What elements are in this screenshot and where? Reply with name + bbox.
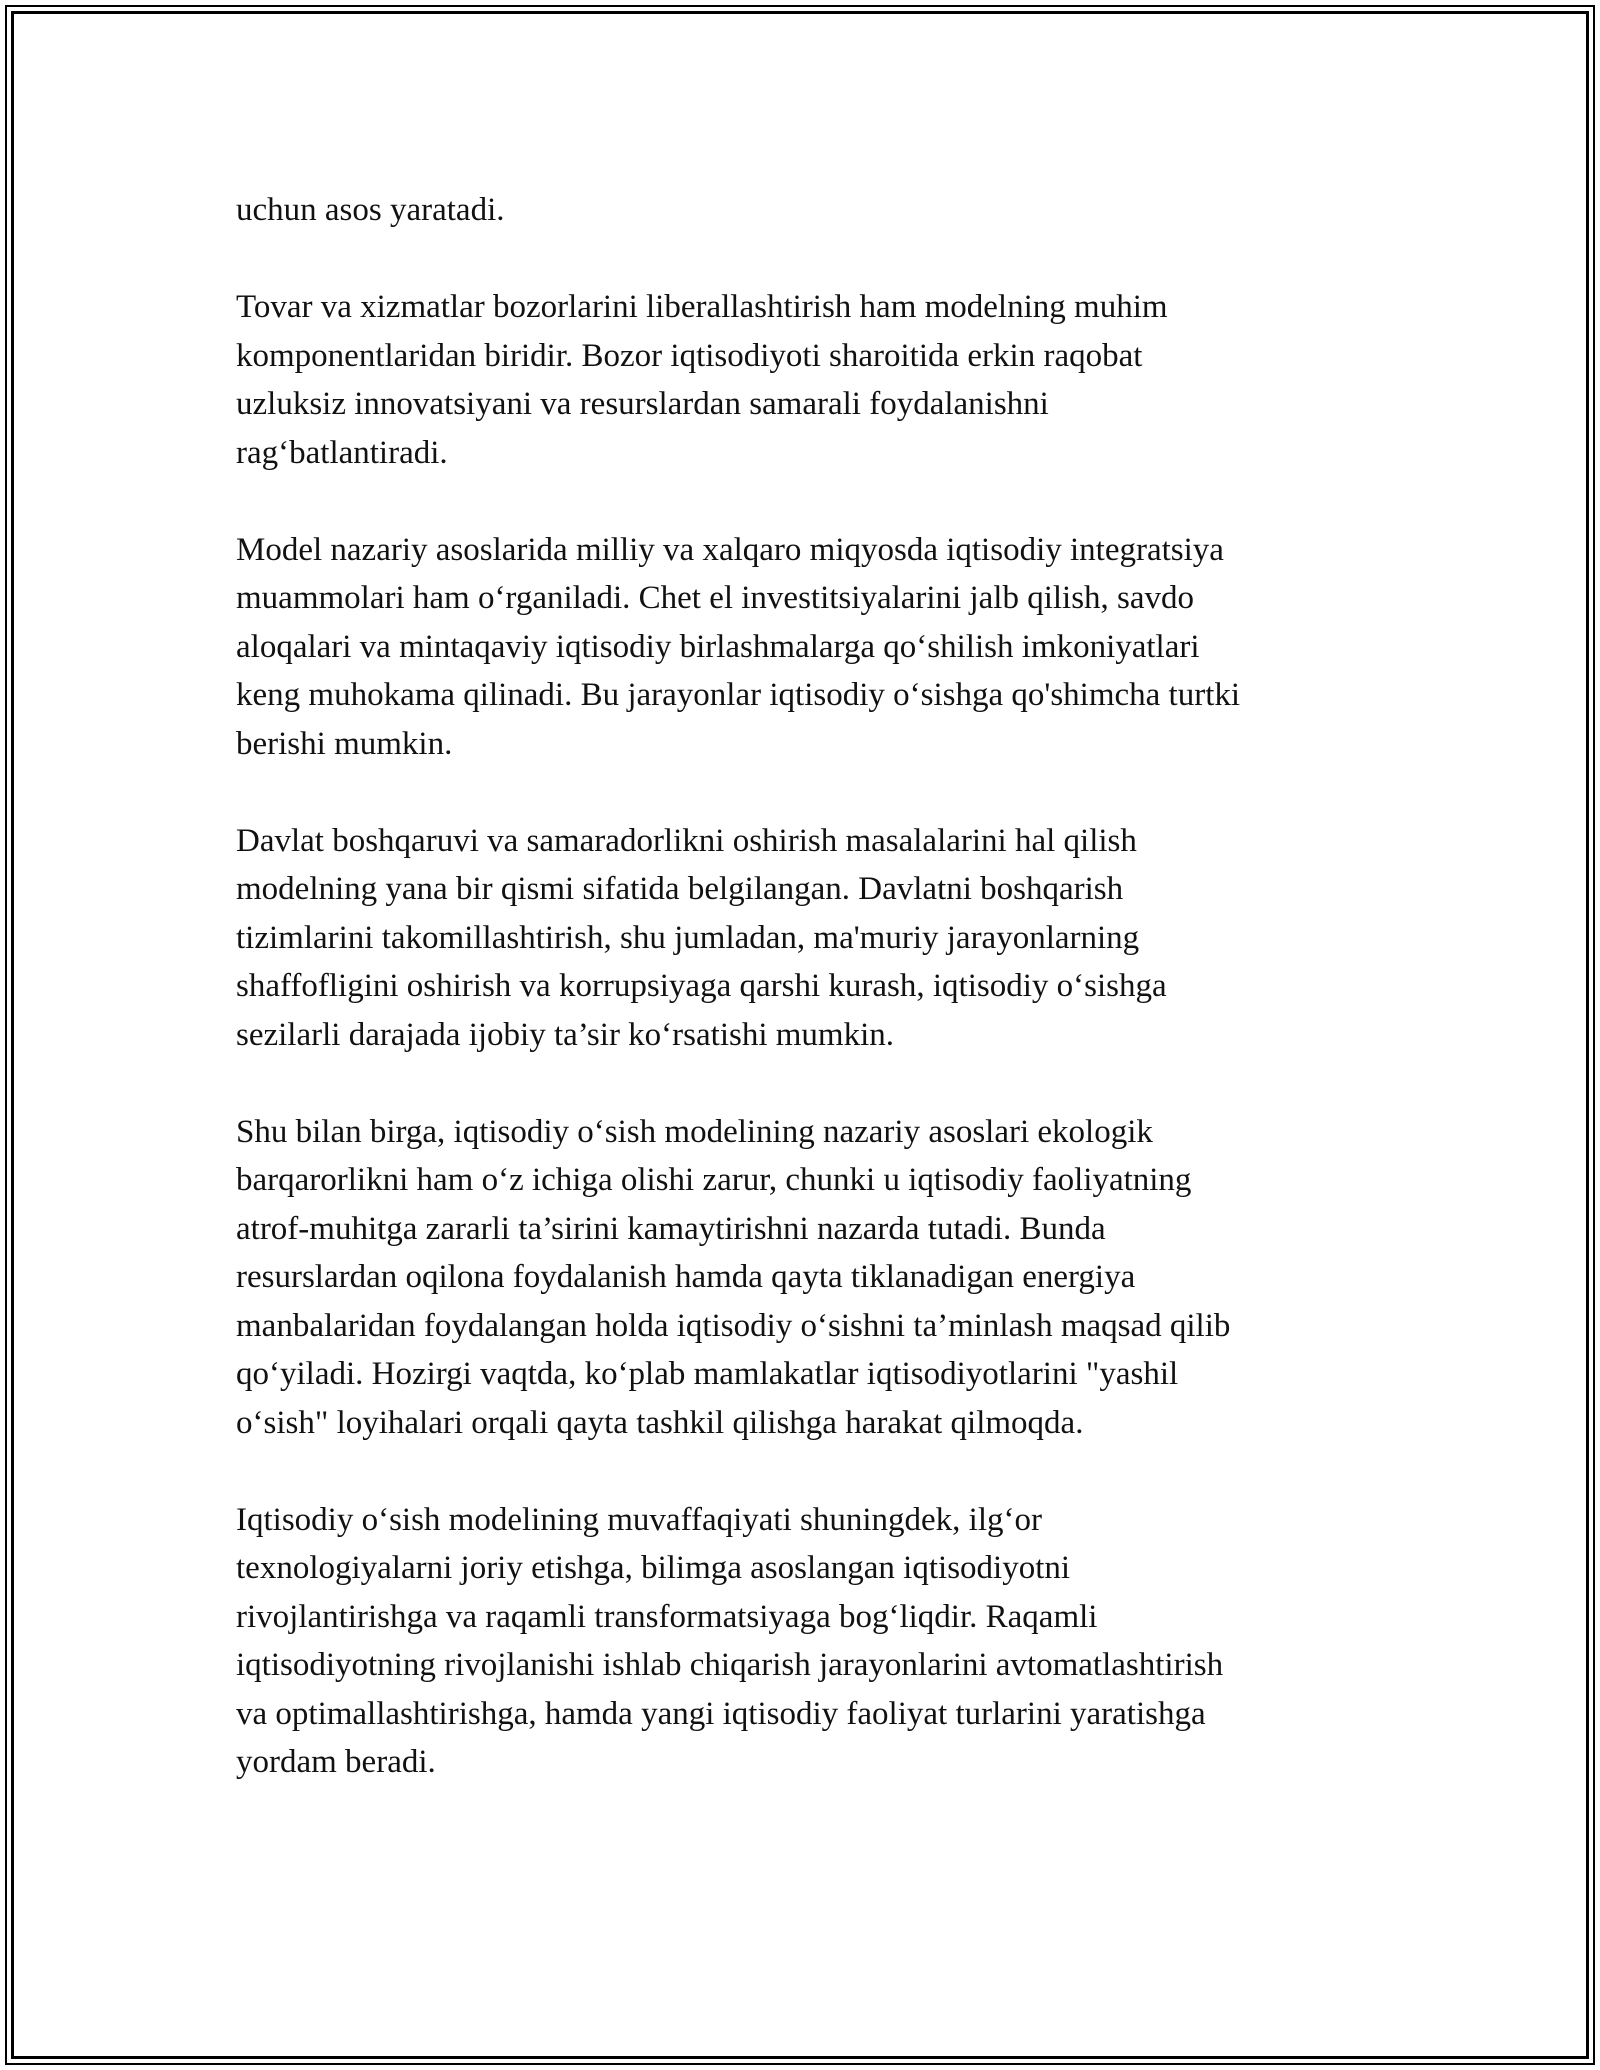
paragraph-3: Model nazariy asoslarida milliy va xalqaro miqyosda iqtisodiy integratsiya muammolari ham o‘rganiladi. Chet el investitsiyalarini jalb qilish, savdo aloqalari va mintaqaviy iqtisodiy birlashmalarga qo‘shilish imkoniyatlari keng muhokama qilinadi. Bu jarayonlar iqtisodiy o‘sishga qo'shimcha turtki berishi mumkin. <box>236 531 1241 762</box>
paragraph-1: uchun asos yaratadi. <box>236 192 505 228</box>
document-body <box>236 186 1366 1835</box>
paragraph-6: Iqtisodiy o‘sish modelining muvaffaqiyati shuningdek, ilg‘or texnologiyalarni joriy etishga, bilimga asoslangan iqtisodiyotni rivojlantirishga va raqamli transformatsiyaga bog‘liqdir. Raqamli iqtisodiyotning rivojlanishi ishlab chiqarish jarayonlarini avtomatlashtirish va optimallashtirishga, hamda yangi iqtisodiy faoliyat turlarini yaratishga yordam beradi. <box>236 1501 1224 1780</box>
paragraph-5: Shu bilan birga, iqtisodiy o‘sish modelining nazariy asoslari ekologik barqarorlikni ham o‘z ichiga olishi zarur, chunki u iqtisodiy faoliyatning atrof-muhitga zararli ta’sirini kamaytirishni nazarda tutadi. Bunda resurslardan oqilona foydalanish hamda qayta tiklanadigan energiya manbalaridan foydalangan holda iqtisodiy o‘sishni ta’minlash maqsad qilib qo‘yiladi. Hozirgi vaqtda, ko‘plab mamlakatlar iqtisodiyotlarini "yashil o‘sish" loyihalari orqali qayta tashkil qilishga harakat qilmoqda. <box>236 1113 1231 1441</box>
paragraph-2: Tovar va xizmatlar bozorlarini liberallashtirish ham modelning muhim komponentlaridan biridir. Bozor iqtisodiyoti sharoitida erkin raqobat uzluksiz innovatsiyani va resurslardan samarali foydalanishni rag‘batlantiradi. <box>236 289 1168 471</box>
paragraph-4: Davlat boshqaruvi va samaradorlikni oshirish masalalarini hal qilish modelning yana bir qismi sifatida belgilangan. Davlatni boshqarish tizimlarini takomillashtirish, shu jumladan, ma'muriy jarayonlarning shaffofligini oshirish va korrupsiyaga qarshi kurash, iqtisodiy o‘sishga sezilarli darajada ijobiy ta’sir ko‘rsatishi mumkin. <box>236 822 1167 1053</box>
